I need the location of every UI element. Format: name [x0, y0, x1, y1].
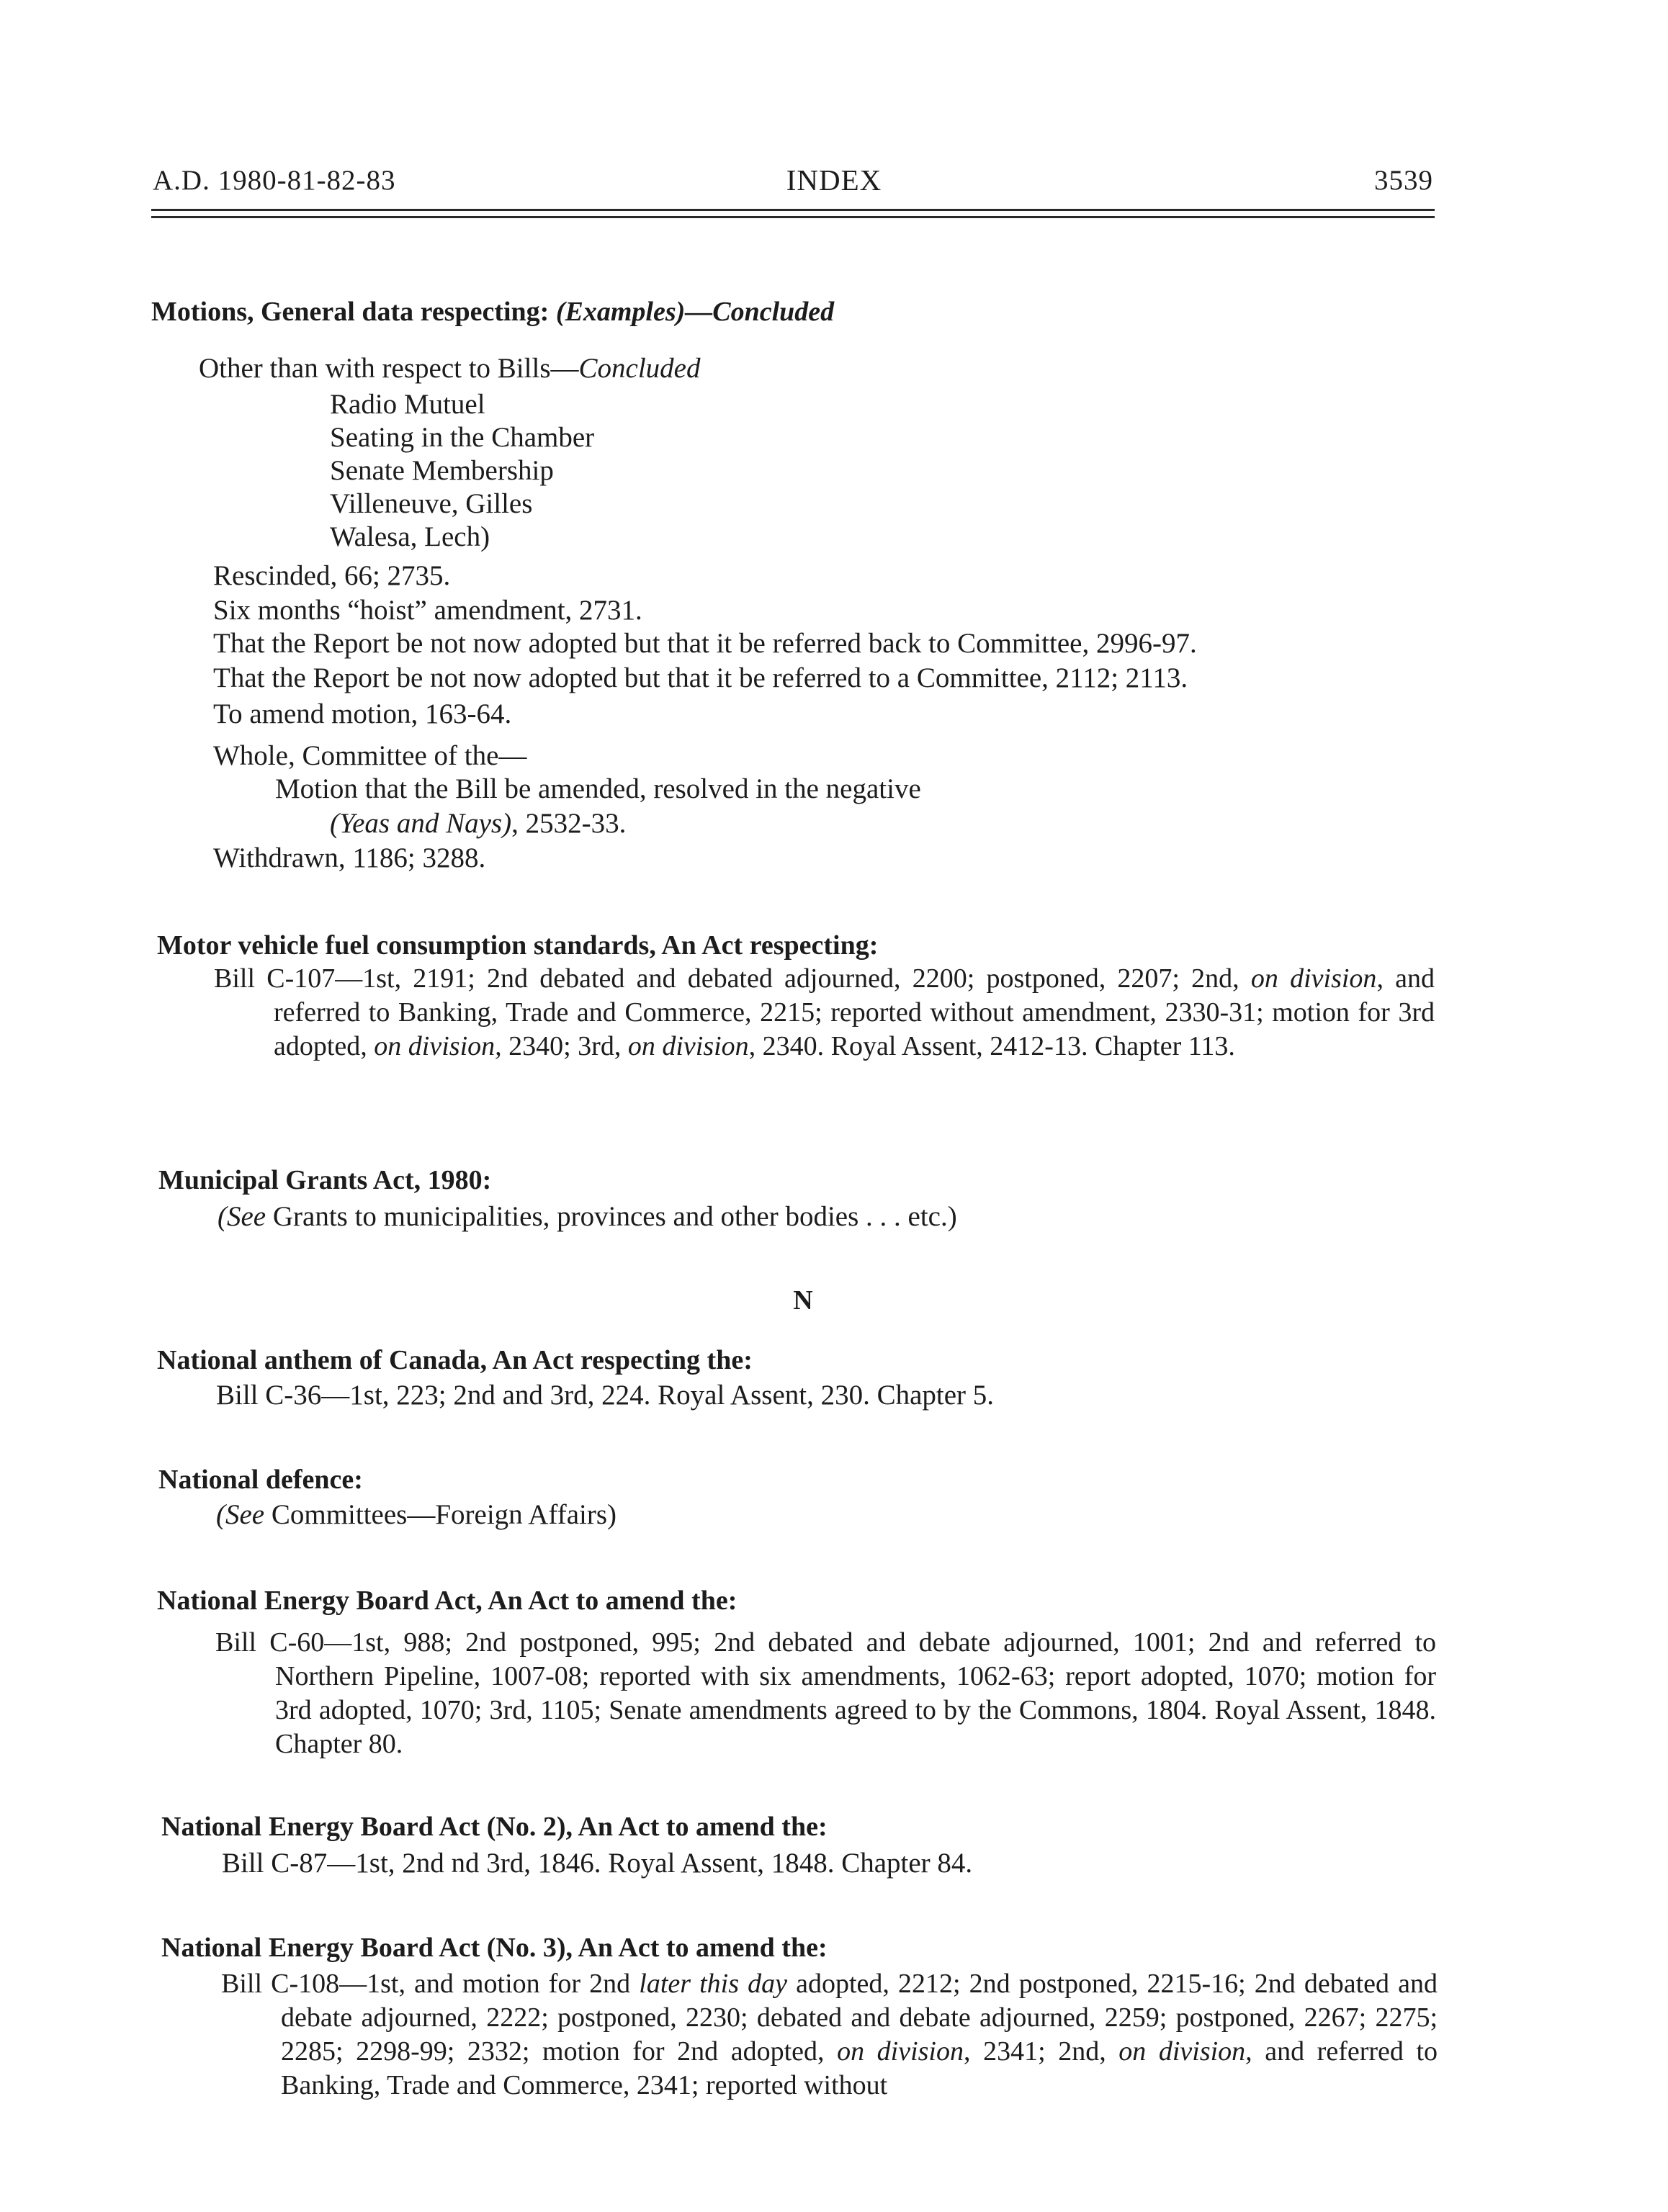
list-item: Villeneuve, Gilles	[330, 488, 533, 519]
subentry-whole-committee: Whole, Committee of the—	[213, 740, 527, 771]
entry-title-neb-act: National Energy Board Act, An Act to amend the:	[157, 1586, 737, 1616]
entry-title-motions: Motions, General data respecting: (Examples)—Concluded	[151, 297, 835, 327]
list-item: Seating in the Chamber	[330, 422, 595, 453]
subentry-motion-amended: Motion that the Bill be amended, resolved in the negative	[275, 773, 921, 804]
subentry-yeas-nays: (Yeas and Nays), 2532-33.	[330, 808, 627, 839]
list-item: Walesa, Lech)	[330, 521, 490, 552]
header-title: INDEX	[786, 163, 882, 197]
subentry-rescinded: Rescinded, 66; 2735.	[213, 560, 451, 591]
entry-title-national-anthem: National anthem of Canada, An Act respecting the:	[157, 1345, 753, 1375]
subentry-withdrawn: Withdrawn, 1186; 3288.	[213, 842, 486, 873]
entry-title-motor-vehicle: Motor vehicle fuel consumption standards, An Act respecting:	[157, 930, 879, 961]
entry-text-motor-vehicle: Bill C-107—1st, 2191; 2nd debated and debated adjourned, 2200; postponed, 2207; 2nd, on division, and referred to Banking, Trade and Commerce, 2215; reported without amendment, 2330-31; motion for 3rd adopted, on division, 2340; 3rd, on division, 2340. Royal Assent, 2412-13. Chapter 113.	[214, 963, 1435, 1061]
entry-title-neb-act-no2: National Energy Board Act (No. 2), An Act to amend the:	[161, 1812, 828, 1842]
entry-text-national-anthem: Bill C-36—1st, 223; 2nd and 3rd, 224. Royal Assent, 230. Chapter 5.	[216, 1380, 995, 1411]
entry-text-neb-act: Bill C-60—1st, 988; 2nd postponed, 995; 2nd debated and debate adjourned, 1001; 2nd and referred to Northern Pipeline, 1007-08; reported with six amendments, 1062-63; report adopted, 1070; motion for 3rd adopted, 1070; 3rd, 1105; Senate amendments agreed to by the Commons, 1804. Royal Assent, 1848. Chapter 80.	[215, 1627, 1436, 1759]
entry-title-municipal-grants: Municipal Grants Act, 1980:	[158, 1165, 492, 1195]
list-item: Senate Membership	[330, 455, 554, 486]
subentry-report-committee: That the Report be not now adopted but that it be referred to a Committee, 2112; 2113.	[213, 662, 1188, 693]
entry-text-neb-act-no2: Bill C-87—1st, 2nd nd 3rd, 1846. Royal Assent, 1848. Chapter 84.	[222, 1848, 973, 1879]
entry-text-neb-act-no3: Bill C-108—1st, and motion for 2nd later this day adopted, 2212; 2nd postponed, 2215-16; 2nd debated and debate adjourned, 2222; postponed, 2230; debated and debate adjourned, 2259; postponed, 2267; 2275; 2285; 2298-99; 2332; motion for 2nd adopted, on division, 2341; 2nd, on division, and referred to Banking, Trade and Commerce, 2341; reported without	[221, 1969, 1438, 2100]
header-rule-bottom	[151, 216, 1435, 218]
entry-title-national-defence: National defence:	[158, 1465, 363, 1495]
entry-text-municipal-grants: (See Grants to municipalities, provinces and other bodies . . . etc.)	[218, 1201, 957, 1232]
list-item: Radio Mutuel	[330, 389, 485, 420]
header-years: A.D. 1980-81-82-83	[153, 165, 396, 196]
page-number: 3539	[1374, 165, 1433, 196]
header-rule-top	[151, 209, 1435, 211]
entry-text-national-defence: (See Committees—Foreign Affairs)	[216, 1499, 616, 1530]
subentry-other-than-bills: Other than with respect to Bills—Concluded	[199, 353, 701, 384]
entry-title-neb-act-no3: National Energy Board Act (No. 3), An Act to amend the:	[161, 1933, 828, 1963]
section-letter: N	[793, 1285, 813, 1316]
subentry-amend-motion: To amend motion, 163-64.	[213, 698, 512, 729]
subentry-report-back: That the Report be not now adopted but that it be referred back to Committee, 2996-97.	[213, 628, 1197, 659]
subentry-hoist: Six months “hoist” amendment, 2731.	[213, 595, 642, 626]
